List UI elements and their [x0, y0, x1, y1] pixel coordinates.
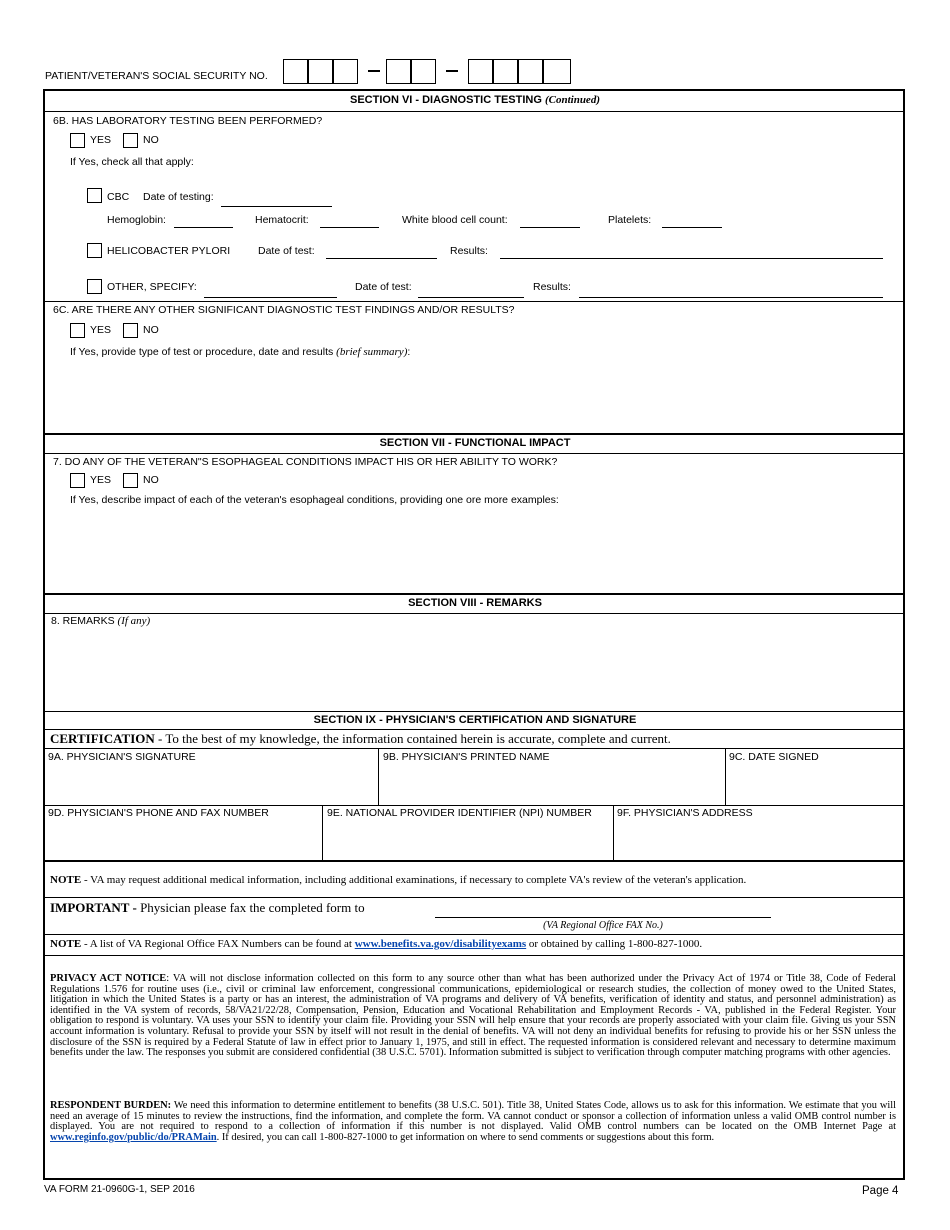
- cbc-date-input[interactable]: [221, 206, 332, 207]
- respondent-burden: RESPONDENT BURDEN: We need this information to determine entitlement to benefits (38 U.S.C. 501). Title 38, United States Code, allows us to ask for this information. We estimate that you will need an average of 15 minutes to review the instructions, find the information, and complete the form. VA cannot conduct or sponsor a collection of information unless a valid OMB control number is displayed. You are not required to respond to a collection of information if this number is not displayed. Valid OMB control numbers can be located on the OMB Internet Page at www.reginfo.gov/public/do/PRAMain. If desired, you can call 1-800-827-1000 to get information on where to send comments or suggestions about this form.: [50, 1100, 896, 1143]
- physician-signature-field[interactable]: [46, 766, 376, 804]
- divider: [44, 613, 905, 614]
- ssn-digit-box[interactable]: [518, 59, 543, 84]
- divider: [44, 860, 905, 862]
- note-additional-info: NOTE - VA may request additional medical information, including additional examinations, if necessary to complete VA's review of the veteran's application.: [50, 874, 747, 886]
- q6c-no-label: NO: [143, 324, 159, 336]
- divider: [44, 711, 905, 712]
- privacy-act-notice: PRIVACY ACT NOTICE: VA will not disclose information collected on this form to any source other than what has been authorized under the Privacy Act of 1974 or Title 38, Code of Federal Regulations 1.576 for routine uses (i.e., civil or criminal law enforcement, congressional communications, epidemiological or research studies, the collection of money owed to the United States, litigation in which the United States is a party or has an interest, the administration of VA programs and delivery of VA benefits, verification of identity and status, and personnel administration) as identified in the VA system of records, 58/VA21/22/28, Compensation, Pension, Education and Vocational Rehabilitation and Employment Records - VA, published in the Federal Register. Your obligation to respond is voluntary. VA uses your SSN to identify your claim file. Providing your SSN will help ensure that your records are properly associated with your claim file. Giving us your SSN account information is voluntary. Refusal to provide your SSN by itself will not result in the denial of benefits. VA will not deny an individual benefits for refusing to provide his or her SSN unless the disclosure of the SSN is required by a Federal Statute of law in effect prior to January 1, 1975, and still in effect. The requested information is considered relevant and necessary to determine maximum benefits under the law. The responses you submit are considered confidential (38 U.S.C. 5701). Information submitted is subject to verification through computer matching programs with other agencies.: [50, 973, 896, 1059]
- physician-address-field[interactable]: [616, 822, 902, 859]
- q6c-yes-label: YES: [90, 324, 112, 336]
- date-signed-field[interactable]: [727, 766, 902, 804]
- q6c-yes-checkbox[interactable]: [70, 323, 85, 338]
- cbc-checkbox[interactable]: [87, 188, 102, 203]
- section-7-title: SECTION VII - FUNCTIONAL IMPACT: [379, 437, 571, 449]
- q6b-yes-checkbox[interactable]: [70, 133, 85, 148]
- other-results-label: Results:: [533, 281, 571, 293]
- hematocrit-input[interactable]: [320, 227, 379, 228]
- physician-signature-label: 9A. PHYSICIAN'S SIGNATURE: [48, 751, 196, 763]
- q7-yes-label: YES: [90, 474, 112, 486]
- section-9-title: SECTION IX - PHYSICIAN'S CERTIFICATION AND SIGNATURE: [313, 714, 637, 726]
- npi-field[interactable]: [325, 822, 610, 859]
- hpylori-label: HELICOBACTER PYLORI: [107, 245, 231, 257]
- ssn-digit-box[interactable]: [386, 59, 411, 84]
- section-6-title: SECTION VI - DIAGNOSTIC TESTING (Continued): [350, 94, 600, 106]
- other-results-input[interactable]: [579, 297, 883, 298]
- other-label: OTHER, SPECIFY:: [107, 281, 197, 293]
- omb-link[interactable]: www.reginfo.gov/public/do/PRAMain: [50, 1131, 217, 1143]
- q6b-label: 6B. HAS LABORATORY TESTING BEEN PERFORMED?: [53, 115, 323, 127]
- divider: [322, 805, 323, 860]
- remarks-label: 8. REMARKS (If any): [51, 615, 151, 627]
- other-date-label: Date of test:: [355, 281, 412, 293]
- divider: [44, 748, 905, 749]
- wbc-input[interactable]: [520, 227, 580, 228]
- divider: [44, 729, 905, 730]
- ssn-digit-box[interactable]: [493, 59, 518, 84]
- form-id: VA FORM 21-0960G-1, SEP 2016: [44, 1184, 195, 1195]
- date-signed-label: 9C. DATE SIGNED: [729, 751, 819, 763]
- cbc-label: CBC: [107, 191, 130, 203]
- divider: [44, 805, 905, 806]
- other-specify-input[interactable]: [204, 297, 337, 298]
- ssn-dash: [368, 70, 380, 72]
- disability-exams-link[interactable]: www.benefits.va.gov/disabilityexams: [354, 938, 527, 950]
- fax-caption: (VA Regional Office FAX No.): [543, 920, 663, 931]
- divider: [613, 805, 614, 860]
- ssn-dash: [446, 70, 458, 72]
- divider: [44, 955, 905, 956]
- hpylori-results-label: Results:: [450, 245, 488, 257]
- physician-printed-name-field[interactable]: [381, 766, 721, 804]
- other-checkbox[interactable]: [87, 279, 102, 294]
- hemoglobin-label: Hemoglobin:: [107, 214, 166, 226]
- q6c-no-checkbox[interactable]: [123, 323, 138, 338]
- npi-label: 9E. NATIONAL PROVIDER IDENTIFIER (NPI) NUMBER: [327, 807, 592, 819]
- q7-yes-checkbox[interactable]: [70, 473, 85, 488]
- section-8-title: SECTION VIII - REMARKS: [408, 597, 542, 609]
- divider: [44, 897, 905, 898]
- phone-fax-field[interactable]: [46, 822, 320, 859]
- certification-statement: CERTIFICATION - To the best of my knowledge, the information contained herein is accurate, complete and current.: [50, 731, 671, 746]
- platelets-label: Platelets:: [608, 214, 652, 226]
- important-fax-note: IMPORTANT - Physician please fax the completed form to: [50, 900, 365, 915]
- q7-response-area[interactable]: [50, 510, 900, 590]
- hpylori-checkbox[interactable]: [87, 243, 102, 258]
- hemoglobin-input[interactable]: [174, 227, 233, 228]
- ssn-digit-box[interactable]: [308, 59, 333, 84]
- q6b-no-checkbox[interactable]: [123, 133, 138, 148]
- divider: [44, 453, 905, 454]
- phone-fax-label: 9D. PHYSICIAN'S PHONE AND FAX NUMBER: [48, 807, 269, 819]
- hpylori-date-input[interactable]: [326, 258, 437, 259]
- ssn-digit-box[interactable]: [411, 59, 436, 84]
- wbc-label: White blood cell count:: [402, 214, 508, 226]
- q7-label: 7. DO ANY OF THE VETERAN"S ESOPHAGEAL CONDITIONS IMPACT HIS OR HER ABILITY TO WORK?: [53, 456, 558, 468]
- divider: [378, 748, 379, 805]
- q7-no-checkbox[interactable]: [123, 473, 138, 488]
- divider: [44, 593, 905, 595]
- ssn-digit-box[interactable]: [333, 59, 358, 84]
- other-date-input[interactable]: [418, 297, 524, 298]
- ssn-digit-box[interactable]: [543, 59, 571, 84]
- q6c-if-yes-text: If Yes, provide type of test or procedure, date and results (brief summary):: [70, 346, 411, 358]
- q6c-label: 6C. ARE THERE ANY OTHER SIGNIFICANT DIAGNOSTIC TEST FINDINGS AND/OR RESULTS?: [53, 304, 515, 316]
- q6b-no-label: NO: [143, 134, 159, 146]
- hpylori-date-label: Date of test:: [258, 245, 315, 257]
- ssn-digit-box[interactable]: [283, 59, 308, 84]
- note-fax-list: NOTE - A list of VA Regional Office FAX Numbers can be found at www.benefits.va.gov/disabilityexams or obtained by calling 1-800-827-1000.: [50, 938, 703, 950]
- divider: [725, 748, 726, 805]
- regional-office-fax-input[interactable]: [435, 917, 771, 918]
- ssn-digit-box[interactable]: [468, 59, 493, 84]
- q6b-if-yes-text: If Yes, check all that apply:: [70, 156, 194, 168]
- cbc-date-label: Date of testing:: [143, 191, 214, 203]
- hematocrit-label: Hematocrit:: [255, 214, 309, 226]
- q6b-yes-label: YES: [90, 134, 112, 146]
- divider: [44, 111, 905, 112]
- q6c-response-area[interactable]: [50, 362, 900, 430]
- q7-no-label: NO: [143, 474, 159, 486]
- remarks-response-area[interactable]: [50, 630, 900, 708]
- divider: [44, 433, 905, 435]
- physician-printed-name-label: 9B. PHYSICIAN'S PRINTED NAME: [383, 751, 550, 763]
- divider: [44, 934, 905, 935]
- q7-if-yes-text: If Yes, describe impact of each of the veteran's esophageal conditions, providing one ore more examples:: [70, 494, 559, 506]
- ssn-label: PATIENT/VETERAN'S SOCIAL SECURITY NO.: [45, 70, 268, 82]
- hpylori-results-input[interactable]: [500, 258, 883, 259]
- divider: [44, 301, 905, 302]
- physician-address-label: 9F. PHYSICIAN'S ADDRESS: [617, 807, 753, 819]
- page-number: Page 4: [862, 1185, 899, 1197]
- platelets-input[interactable]: [662, 227, 722, 228]
